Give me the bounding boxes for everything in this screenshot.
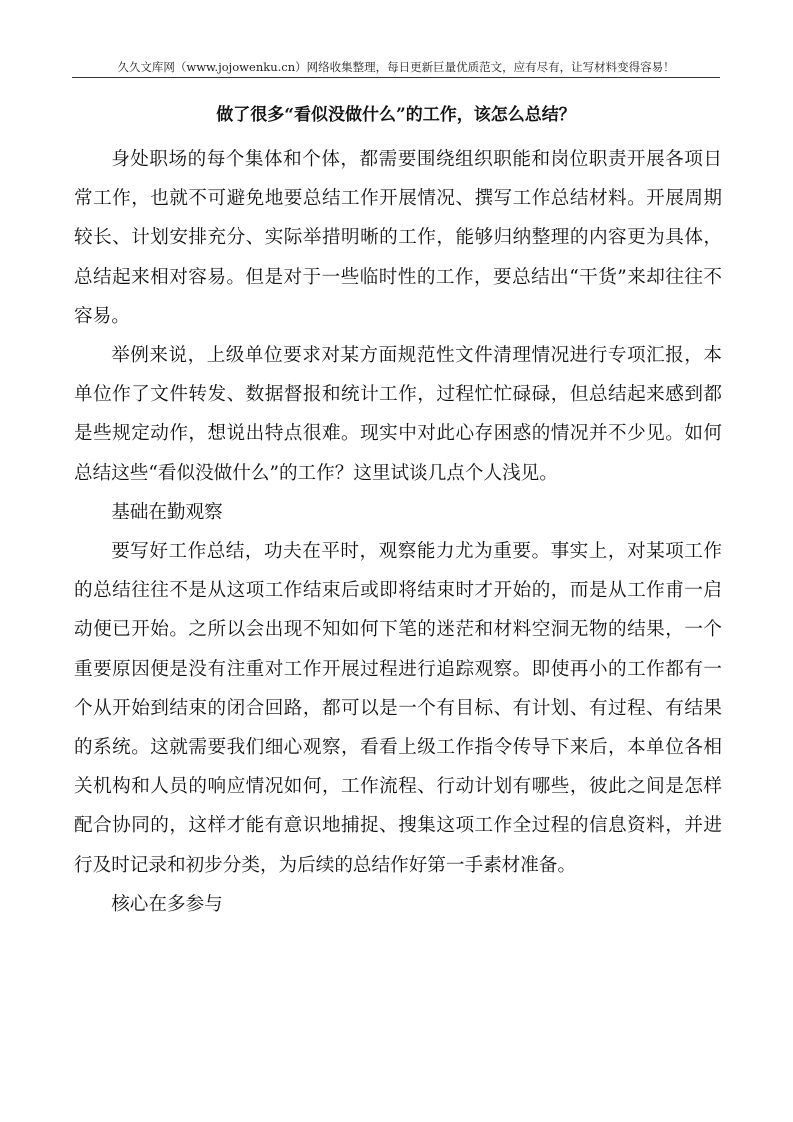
body-paragraph: 要写好工作总结，功夫在平时，观察能力尤为重要。事实上，对某项工作的总结往往不是从这项工作结束后或即将结束时才开始的，而是从工作甫一启动便已开始。之所以会出现不知如何下笔的迷茫和材料空洞无物的结果，一个重要原因便是没有注重对工作开展过程进行追踪观察。即使再小的工作都有一个从开始到结束的闭合回路，都可以是一个有目标、有计划、有过程、有结果的系统。这就需要我们细心观察，看看上级工作指令传导下来后，本单位各相关机构和人员的响应情况如何，工作流程、行动计划有哪些，彼此之间是怎样配合协同的，这样才能有意识地捕捉、搜集这项工作全过程的信息资料，并进行及时记录和初步分类，为后续的总结作好第一手素材准备。 (74, 541, 722, 876)
body-paragraph: 举例来说，上级单位要求对某方面规范性文件清理情况进行专项汇报，本单位作了文件转发、数据督报和统计工作，过程忙忙碌碌，但总结起来感到都是些规定动作，想说出特点很难。现实中对此心存困惑的情况并不少见。如何总结这些“看似没做什么”的工作？这里试谈几点个人浅见。 (74, 345, 722, 484)
page-header: 久久文库网（www.jojowenku.cn）网络收集整理，每日更新巨量优质范文，应有尽有，让写材料变得容易！ (117, 60, 675, 74)
section-heading: 基础在勤观察 (111, 501, 223, 523)
document-title: 做了很多“看似没做什么”的工作，该怎么总结？ (216, 105, 576, 125)
body-paragraph: 身处职场的每个集体和个体，都需要围绕组织职能和岗位职责开展各项日常工作，也就不可避免地要总结工作开展情况、撰写工作总结材料。开展周期较长、计划安排充分、实际举措明晰的工作，能够归纳整理的内容更为具体，总结起来相对容易。但是对于一些临时性的工作，要总结出“干货”来却往往不容易。 (74, 149, 722, 327)
document-body (74, 140, 722, 924)
header-divider (72, 77, 720, 78)
section-heading: 核心在多参与 (111, 893, 223, 915)
